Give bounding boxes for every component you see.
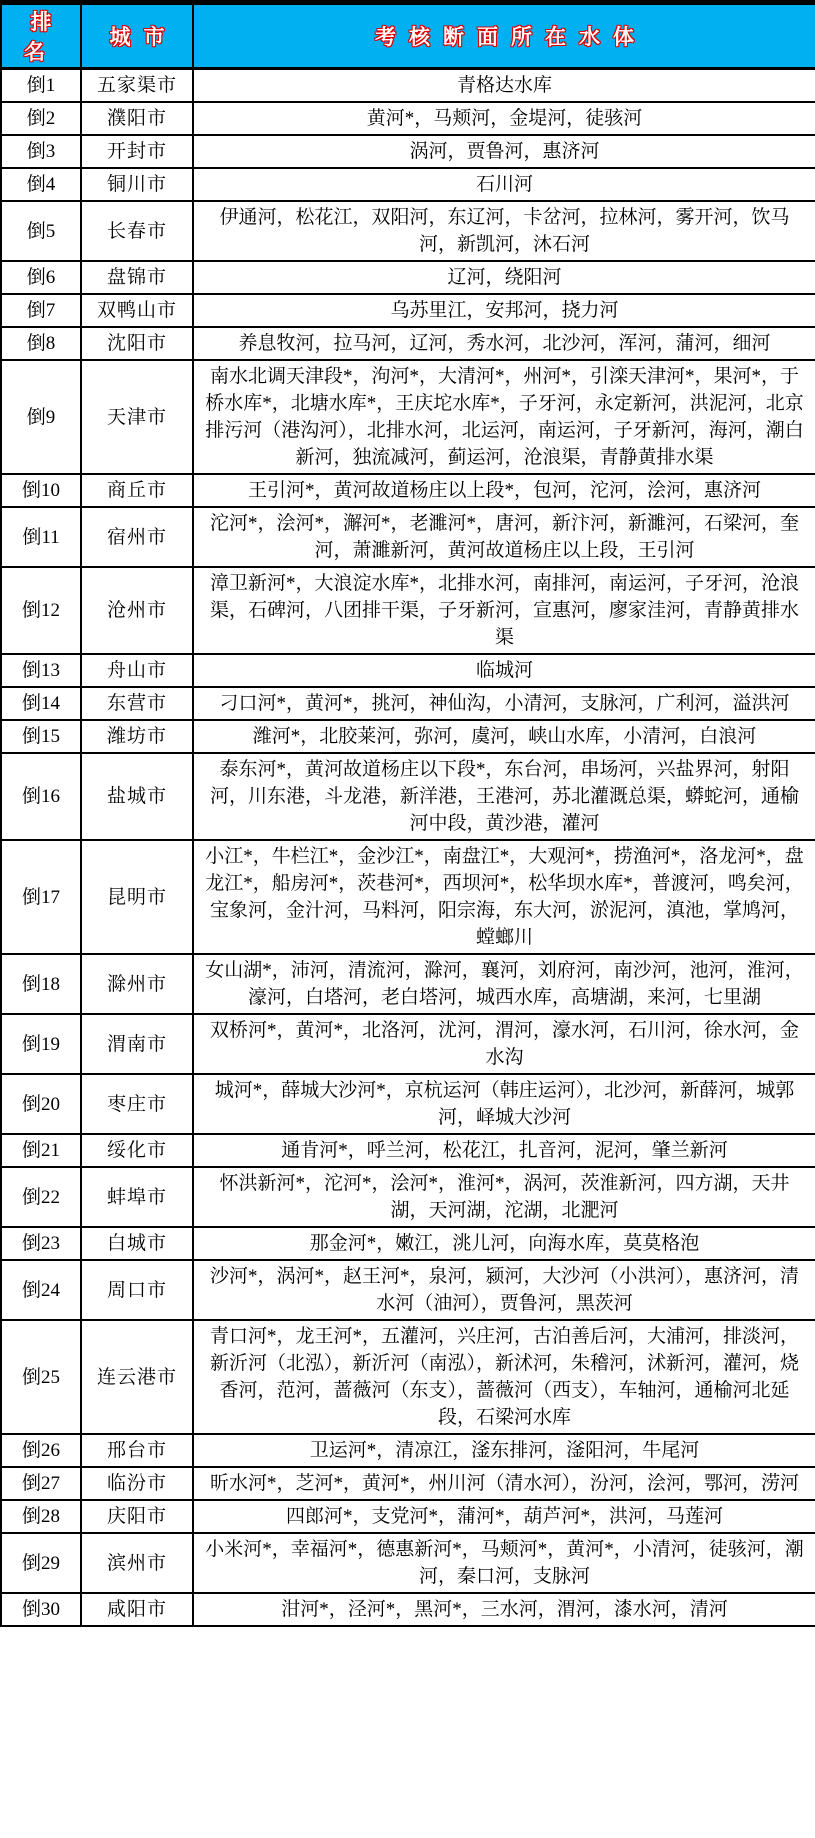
table-row (1, 1467, 815, 1500)
table-row (1, 1134, 815, 1167)
header-rank: 排名 (1, 3, 81, 69)
waters-cell: 小江*，牛栏江*，金沙江*，南盘江*，大观河*，捞渔河*，洛龙河*，盘龙江*，船房河*，茨巷河*，西坝河*，松华坝水库*，普渡河，鸣矣河，宝象河，金汁河，马料河，阳宗海，东大河，淤泥河，滇池，掌鸠河，螳螂川 (193, 840, 815, 954)
city-cell: 周口市 (81, 1260, 193, 1320)
table-row (1, 69, 815, 103)
table-row (1, 1167, 815, 1227)
rank-cell: 倒16 (1, 753, 81, 840)
city-cell: 盐城市 (81, 753, 193, 840)
waters-cell: 沙河*，涡河*，赵王河*，泉河，颍河，大沙河（小洪河），惠济河，清水河（油河），贾鲁河，黑茨河 (193, 1260, 815, 1320)
city-cell: 潍坊市 (81, 720, 193, 753)
waters-cell: 那金河*，嫩江，洮儿河，向海水库，莫莫格泡 (193, 1227, 815, 1260)
rank-cell: 倒30 (1, 1593, 81, 1626)
city-cell: 长春市 (81, 201, 193, 261)
table-row (1, 567, 815, 654)
table-row (1, 474, 815, 507)
table-row (1, 507, 815, 567)
city-cell: 白城市 (81, 1227, 193, 1260)
table-row (1, 1593, 815, 1626)
waters-cell: 潍河*，北胶莱河，弥河，虞河，峡山水库，小清河，白浪河 (193, 720, 815, 753)
rank-cell: 倒22 (1, 1167, 81, 1227)
waters-cell: 卫运河*，清凉江，滏东排河，滏阳河，牛尾河 (193, 1434, 815, 1467)
rank-cell: 倒8 (1, 327, 81, 360)
rank-cell: 倒5 (1, 201, 81, 261)
rank-cell: 倒12 (1, 567, 81, 654)
table-row (1, 1074, 815, 1134)
table-row (1, 1434, 815, 1467)
city-cell: 渭南市 (81, 1014, 193, 1074)
table-row (1, 1320, 815, 1434)
city-cell: 宿州市 (81, 507, 193, 567)
city-cell: 蚌埠市 (81, 1167, 193, 1227)
city-cell: 沈阳市 (81, 327, 193, 360)
waters-cell: 双桥河*，黄河*，北洛河，沋河，渭河，濠水河，石川河，徐水河，金水沟 (193, 1014, 815, 1074)
table-row (1, 360, 815, 474)
city-cell: 舟山市 (81, 654, 193, 687)
waters-cell: 小米河*，幸福河*，德惠新河*，马颊河*，黄河*，小清河，徒骇河，潮河，秦口河，支脉河 (193, 1533, 815, 1593)
waters-cell: 南水北调天津段*，泃河*，大清河*，州河*，引滦天津河*，果河*，于桥水库*，北塘水库*，王庆坨水库*，子牙河，永定新河，洪泥河，北京排污河（港沟河），北排水河，北运河，南运河，子牙新河，海河，潮白新河，独流减河，蓟运河，沧浪渠，青静黄排水渠 (193, 360, 815, 474)
table-body (1, 69, 815, 1627)
rank-cell: 倒14 (1, 687, 81, 720)
waters-cell: 乌苏里江，安邦河，挠力河 (193, 294, 815, 327)
waters-cell: 泰东河*，黄河故道杨庄以下段*，东台河，串场河，兴盐界河，射阳河，川东港，斗龙港，新洋港，王港河，苏北灌溉总渠，蟒蛇河，通榆河中段，黄沙港，灌河 (193, 753, 815, 840)
waters-cell: 石川河 (193, 168, 815, 201)
city-cell: 枣庄市 (81, 1074, 193, 1134)
table-row (1, 261, 815, 294)
city-cell: 滁州市 (81, 954, 193, 1014)
city-cell: 五家渠市 (81, 69, 193, 103)
rank-cell: 倒21 (1, 1134, 81, 1167)
rank-cell: 倒10 (1, 474, 81, 507)
rank-cell: 倒25 (1, 1320, 81, 1434)
city-cell: 滨州市 (81, 1533, 193, 1593)
table-row (1, 168, 815, 201)
waters-cell: 王引河*，黄河故道杨庄以上段*，包河，沱河，浍河，惠济河 (193, 474, 815, 507)
rank-cell: 倒28 (1, 1500, 81, 1533)
waters-cell: 青格达水库 (193, 69, 815, 103)
table-row (1, 654, 815, 687)
table-row (1, 1014, 815, 1074)
table-row (1, 1533, 815, 1593)
city-cell: 开封市 (81, 135, 193, 168)
rank-cell: 倒15 (1, 720, 81, 753)
header-city: 城市 (81, 3, 193, 69)
table-row (1, 954, 815, 1014)
rank-cell: 倒19 (1, 1014, 81, 1074)
city-cell: 天津市 (81, 360, 193, 474)
waters-cell: 黄河*，马颊河，金堤河，徒骇河 (193, 102, 815, 135)
table-row (1, 327, 815, 360)
rank-cell: 倒18 (1, 954, 81, 1014)
rank-cell: 倒24 (1, 1260, 81, 1320)
waters-cell: 怀洪新河*，沱河*，浍河*，淮河*，涡河，茨淮新河，四方湖，天井湖，天河湖，沱湖，北淝河 (193, 1167, 815, 1227)
table-row (1, 753, 815, 840)
rank-cell: 倒17 (1, 840, 81, 954)
waters-cell: 城河*，薛城大沙河*，京杭运河（韩庄运河），北沙河，新薛河，城郭河，峄城大沙河 (193, 1074, 815, 1134)
rank-cell: 倒23 (1, 1227, 81, 1260)
waters-cell: 刁口河*，黄河*，挑河，神仙沟，小清河，支脉河，广利河，溢洪河 (193, 687, 815, 720)
rank-cell: 倒4 (1, 168, 81, 201)
table-row (1, 840, 815, 954)
rank-cell: 倒26 (1, 1434, 81, 1467)
rank-cell: 倒20 (1, 1074, 81, 1134)
city-cell: 咸阳市 (81, 1593, 193, 1626)
table-header-row (1, 3, 815, 69)
city-cell: 商丘市 (81, 474, 193, 507)
rank-cell: 倒3 (1, 135, 81, 168)
city-cell: 绥化市 (81, 1134, 193, 1167)
table-row (1, 687, 815, 720)
waters-cell: 青口河*，龙王河*，五灌河，兴庄河，古泊善后河，大浦河，排淡河，新沂河（北泓），新沂河（南泓），新沭河，朱稽河，沭新河，灌河，烧香河，范河，蔷薇河（东支），蔷薇河（西支），车轴河，通榆河北延段，石梁河水库 (193, 1320, 815, 1434)
waters-cell: 四郎河*，支党河*，蒲河*，葫芦河*，洪河，马莲河 (193, 1500, 815, 1533)
rank-cell: 倒7 (1, 294, 81, 327)
city-cell: 连云港市 (81, 1320, 193, 1434)
rank-cell: 倒11 (1, 507, 81, 567)
waters-cell: 通肯河*，呼兰河，松花江，扎音河，泥河，肇兰新河 (193, 1134, 815, 1167)
waters-cell: 泔河*，泾河*，黑河*，三水河，渭河，漆水河，清河 (193, 1593, 815, 1626)
table-row (1, 135, 815, 168)
table-row (1, 201, 815, 261)
city-cell: 双鸭山市 (81, 294, 193, 327)
rank-cell: 倒9 (1, 360, 81, 474)
waters-cell: 辽河，绕阳河 (193, 261, 815, 294)
rank-cell: 倒6 (1, 261, 81, 294)
table-row (1, 102, 815, 135)
waters-cell: 养息牧河，拉马河，辽河，秀水河，北沙河，浑河，蒲河，细河 (193, 327, 815, 360)
rank-cell: 倒13 (1, 654, 81, 687)
city-cell: 临汾市 (81, 1467, 193, 1500)
table-row (1, 720, 815, 753)
waters-cell: 涡河，贾鲁河，惠济河 (193, 135, 815, 168)
waters-cell: 沱河*，浍河*，澥河*，老濉河*，唐河，新汴河，新濉河，石梁河，奎河，萧濉新河，黄河故道杨庄以上段，王引河 (193, 507, 815, 567)
city-cell: 铜川市 (81, 168, 193, 201)
waters-cell: 女山湖*，沛河，清流河，滁河，襄河，刘府河，南沙河，池河，淮河，濠河，白塔河，老白塔河，城西水库，高塘湖，来河，七里湖 (193, 954, 815, 1014)
header-waters: 考核断面所在水体 (193, 3, 815, 69)
rank-cell: 倒27 (1, 1467, 81, 1500)
table-row (1, 1500, 815, 1533)
city-cell: 东营市 (81, 687, 193, 720)
rank-cell: 倒29 (1, 1533, 81, 1593)
city-cell: 濮阳市 (81, 102, 193, 135)
city-cell: 邢台市 (81, 1434, 193, 1467)
table-row (1, 1260, 815, 1320)
waters-cell: 伊通河，松花江，双阳河，东辽河，卡岔河，拉林河，雾开河，饮马河，新凯河，沐石河 (193, 201, 815, 261)
waters-cell: 漳卫新河*，大浪淀水库*，北排水河，南排河，南运河，子牙河，沧浪渠，石碑河，八团排干渠，子牙新河，宣惠河，廖家洼河，青静黄排水渠 (193, 567, 815, 654)
city-cell: 庆阳市 (81, 1500, 193, 1533)
table-row (1, 1227, 815, 1260)
city-cell: 盘锦市 (81, 261, 193, 294)
rank-cell: 倒1 (1, 69, 81, 103)
waters-cell: 昕水河*，芝河*，黄河*，州川河（清水河），汾河，浍河，鄂河，涝河 (193, 1467, 815, 1500)
table-row (1, 294, 815, 327)
city-cell: 昆明市 (81, 840, 193, 954)
waters-cell: 临城河 (193, 654, 815, 687)
city-cell: 沧州市 (81, 567, 193, 654)
rank-cell: 倒2 (1, 102, 81, 135)
